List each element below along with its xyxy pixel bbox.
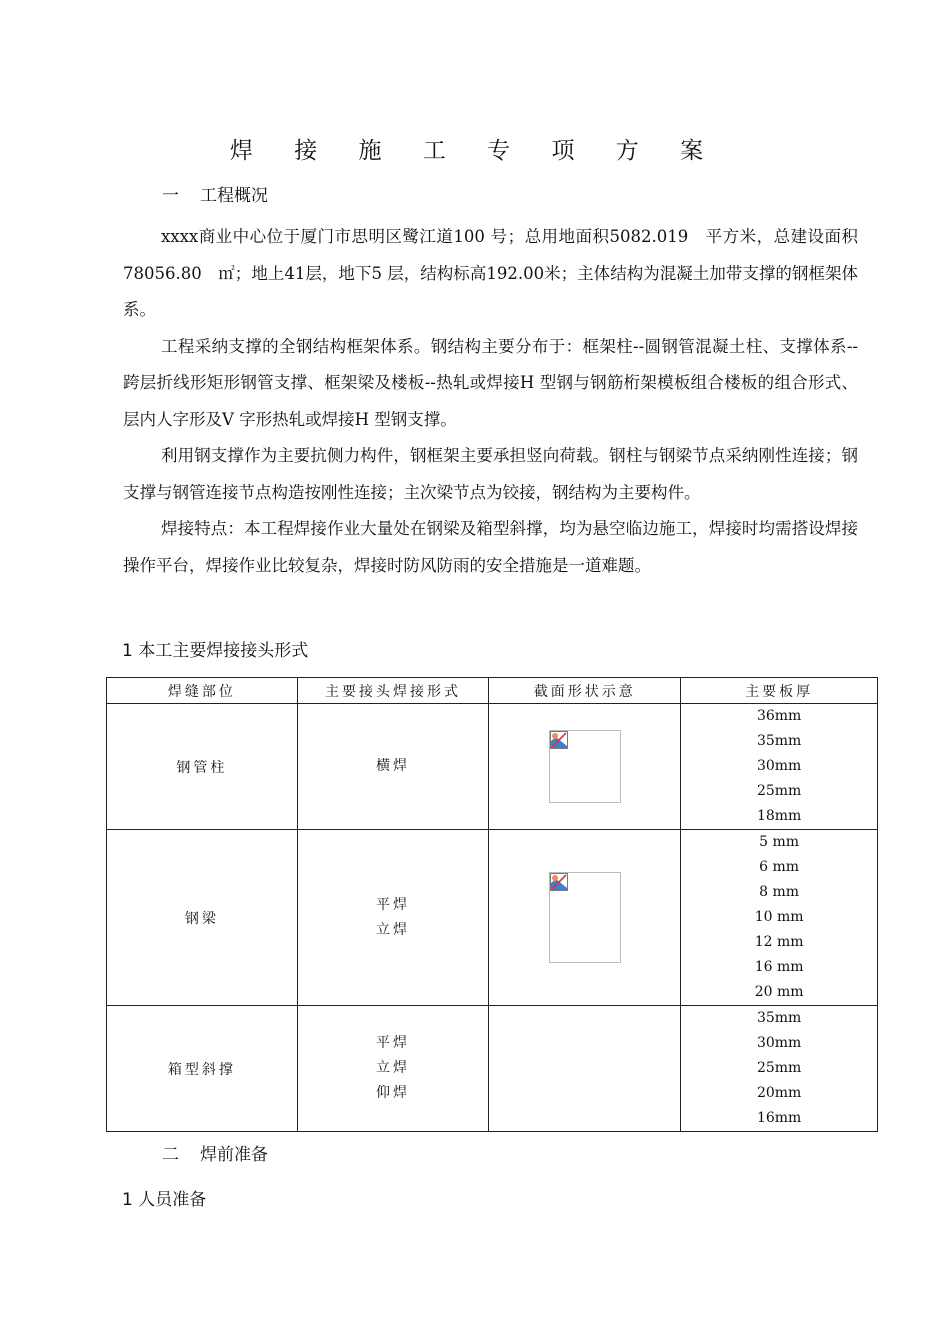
thickness-value: 36mm — [756, 708, 802, 724]
section-heading-overview — [162, 181, 268, 206]
thickness-value: 20mm — [756, 1085, 802, 1101]
header-cell: 焊缝部位 — [107, 678, 298, 704]
plate-thickness-cell — [681, 704, 878, 830]
page-title: 焊 接 施 工 专 项 方 案 — [229, 138, 721, 164]
weld-location-cell: 箱型斜撑 — [107, 1006, 298, 1132]
table-row — [107, 1006, 878, 1132]
joint-type-cell — [297, 1006, 489, 1132]
plate-thickness-cell — [681, 1006, 878, 1132]
joint-type: 立焊 — [376, 1060, 411, 1076]
table-row — [107, 704, 878, 830]
joint-type: 立焊 — [376, 921, 411, 938]
thickness-value: 12 mm — [754, 934, 804, 950]
header-cell: 主要接头焊接形式 — [297, 678, 489, 704]
overview-body — [123, 219, 858, 584]
joint-type-cell — [297, 704, 489, 830]
thickness-value: 8 mm — [759, 884, 800, 900]
subheading-personnel: 1 人员准备 — [122, 1190, 207, 1210]
weld-location-cell: 钢梁 — [107, 830, 298, 1006]
thickness-value: 25mm — [756, 1060, 802, 1076]
thickness-value: 10 mm — [754, 909, 804, 925]
section-heading-preparation — [162, 1140, 268, 1165]
paragraph: 焊接特点：本工程焊接作业大量处在钢梁及箱型斜撑，均为悬空临边施工，焊接时均需搭设焊接操作平台，焊接作业比较复杂，焊接时防风防雨的安全措施是一道难题。 — [123, 519, 858, 575]
header-cell: 截面形状示意 — [489, 678, 681, 704]
broken-image-icon — [549, 872, 621, 963]
thickness-value: 16mm — [756, 1110, 802, 1126]
joint-type: 仰焊 — [376, 1085, 411, 1101]
thickness-value: 30mm — [756, 1035, 802, 1051]
paragraph: 利用钢支撑作为主要抗侧力构件，钢框架主要承担竖向荷载。钢柱与钢梁节点采纳刚性连接；钢支撑与钢管连接节点构造按刚性连接；主次梁节点为铰接，钢结构为主要构件。 — [123, 446, 858, 502]
thickness-value: 5 mm — [759, 834, 800, 850]
weld-joint-table — [106, 677, 878, 1132]
thickness-value: 30mm — [756, 758, 802, 774]
section-title: 工程概况 — [200, 186, 268, 206]
joint-type-cell — [297, 830, 489, 1006]
joint-type: 平焊 — [376, 1035, 411, 1051]
section-number: 一 — [162, 186, 179, 206]
thickness-value: 18mm — [756, 808, 802, 824]
plate-thickness-cell — [681, 830, 878, 1006]
thickness-value: 6 mm — [759, 859, 800, 875]
table-row — [107, 830, 878, 1006]
table-header-row — [107, 678, 878, 704]
joint-type: 横焊 — [376, 758, 411, 774]
section-number: 二 — [162, 1145, 179, 1165]
thickness-value: 25mm — [756, 783, 802, 799]
thickness-value: 16 mm — [754, 959, 804, 975]
weld-location-cell: 钢管柱 — [107, 704, 298, 830]
subheading-joint-forms: 1 本工主要焊接接头形式 — [122, 641, 309, 661]
thickness-value: 20 mm — [754, 984, 804, 1000]
broken-image-icon — [549, 730, 621, 803]
section-diagram-cell — [489, 830, 681, 1006]
joint-type: 平焊 — [376, 896, 411, 913]
section-diagram-cell — [489, 1006, 681, 1132]
paragraph: 工程采纳支撑的全钢结构框架体系。钢结构主要分布于：框架柱--圆钢管混凝土柱、支撑体系--跨层折线形矩形钢管支撑、框架梁及楼板--热轧或焊接H 型钢与钢筋桁架模板组合楼板的组合形式、层内人字形及V 字形热轧或焊接H 型钢支撑。 — [123, 336, 858, 429]
thickness-value: 35mm — [756, 1010, 802, 1026]
header-cell: 主要板厚 — [681, 678, 878, 704]
section-title: 焊前准备 — [200, 1145, 268, 1165]
thickness-value: 35mm — [756, 733, 802, 749]
paragraph: xxxx商业中心位于厦门市思明区鹭江道100 号；总用地面积5082.019 平方米，总建设面积78056.80 ㎡；地上41层，地下5 层，结构标高192.00米；主体结构为混凝土加带支撑的钢框架体系。 — [123, 227, 858, 319]
section-diagram-cell — [489, 704, 681, 830]
